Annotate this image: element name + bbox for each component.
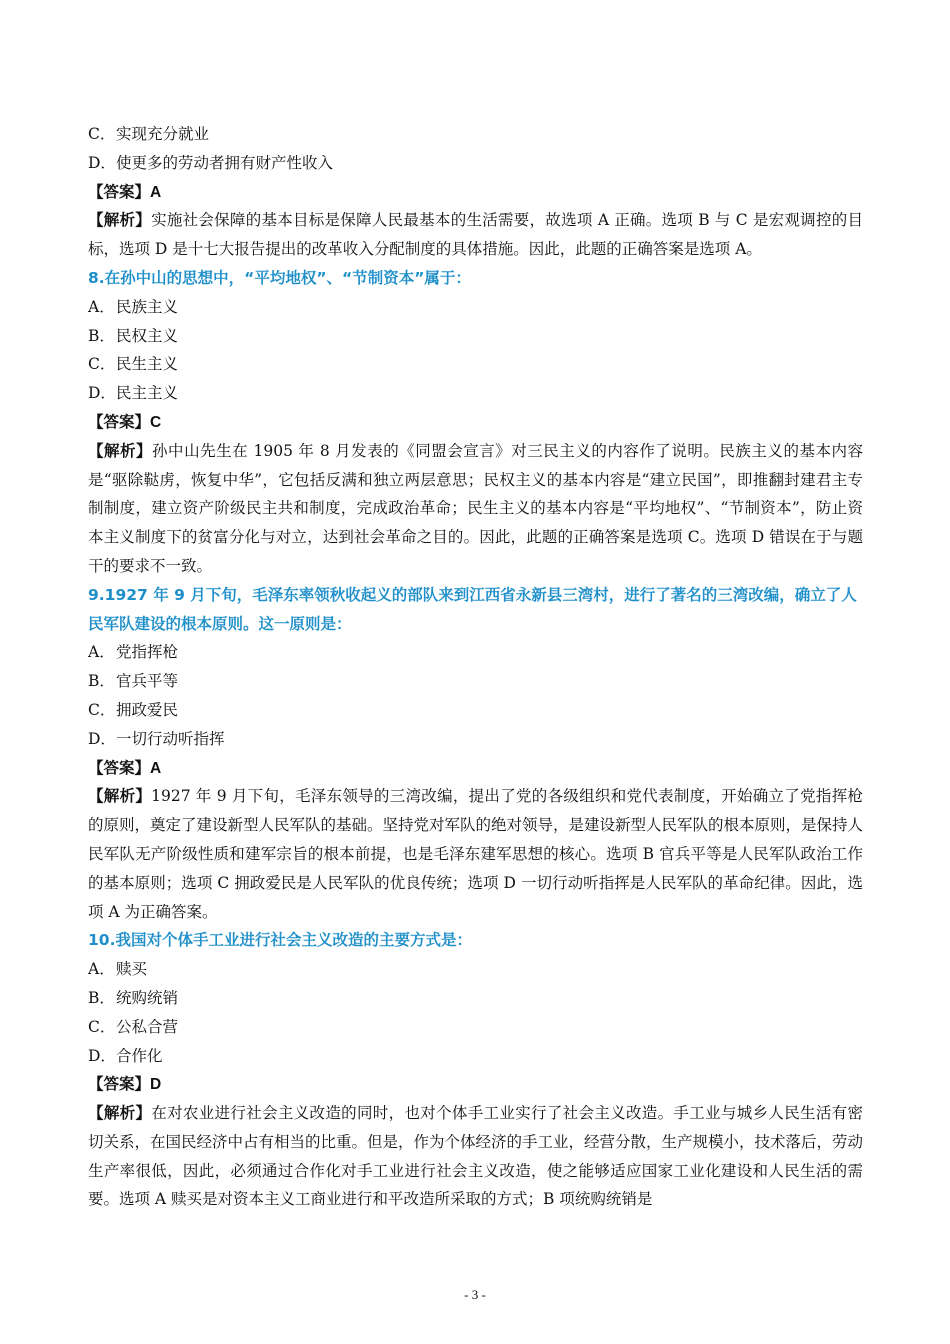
option-a: A．赎买 — [88, 960, 148, 979]
answer-line — [88, 1070, 863, 1099]
answer-line — [88, 178, 863, 207]
analysis-tag: 【解析】 — [88, 441, 153, 460]
option-d: D．使更多的劳动者拥有财产性收入 — [88, 153, 334, 172]
option-d: D．一切行动听指挥 — [88, 729, 225, 748]
document-page — [88, 120, 863, 1214]
option-b: B．民权主义 — [88, 326, 179, 345]
analysis-paragraph: 【解析】1927 年 9 月下旬，毛泽东领导的三湾改编，提出了党的各级组织和党代表制度，开始确立了党指挥枪的原则，奠定了建设新型人民军队的基础。坚持党对军队的绝对领导，是建设新型人民军队的根本原则，是保持人民军队无产阶级性质和建军宗旨的根本前提，也是毛泽东建军思想的核心。选项 B 官兵平等是人民军队政治工作的基本原则；选项 C 拥政爱民是人民军队的优良传统；选项 D 一切行动听指挥是人民军队的革命纪律。因此，选项 A 为正确答案。 — [88, 787, 864, 921]
analysis-paragraph: 【解析】孙中山先生在 1905 年 8 月发表的《同盟会宣言》对三民主义的内容作了说明。民族主义的基本内容是“驱除鞑虏，恢复中华”，它包括反满和独立两层意思；民权主义的基本内容是“建立民国”，即推翻封建君主专制制度，建立资产阶级民主共和制度，完成政治革命；民生主义的基本内容是“平均地权”、“节制资本”，防止资本主义制度下的贫富分化与对立，达到社会革命之目的。因此，此题的正确答案是选项 C。选项 D 错误在于与题干的要求不一致。 — [88, 441, 863, 575]
answer-tag: 【答案】 — [88, 412, 151, 431]
option-d: D．合作化 — [88, 1046, 163, 1065]
analysis-paragraph: 【解析】在对农业进行社会主义改造的同时，也对个体手工业实行了社会主义改造。手工业与城乡人民生活有密切关系，在国民经济中占有相当的比重。但是，作为个体经济的手工业，经营分散，生产规模小，技术落后，劳动生产率很低，因此，必须通过合作化对手工业进行社会主义改造，使之能够适应国家工业化建设和人民生活的需要。选项 A 赎买是对资本主义工商业进行和平改造所采取的方式；B 项统购统销是 — [88, 1104, 864, 1209]
answer-line — [88, 408, 863, 437]
analysis-tag: 【解析】 — [88, 787, 152, 806]
page-number: - 3 - — [464, 1287, 486, 1302]
answer-value: D — [150, 1076, 162, 1094]
analysis-tag: 【解析】 — [88, 211, 152, 230]
answer-tag: 【答案】 — [88, 1075, 151, 1094]
question-9-title: 9.1927 年 9 月下旬，毛泽东率领秋收起义的部队来到江西省永新县三湾村，进行了著名的三湾改编，确立了人民军队建设的根本原则。这一原则是： — [88, 585, 857, 633]
answer-tag: 【答案】 — [88, 758, 151, 777]
question-10-title: 10.我国对个体手工业进行社会主义改造的主要方式是： — [88, 931, 472, 950]
option-b: B．官兵平等 — [88, 672, 179, 691]
analysis-paragraph: 【解析】实施社会保障的基本目标是保障人民最基本的生活需要，故选项 A 正确。选项 B 与 C 是宏观调控的目标，选项 D 是十七大报告提出的改革收入分配制度的具体措施。因此，此题的正确答案是选项 A。 — [88, 211, 863, 259]
option-c: C．公私合营 — [88, 1017, 179, 1036]
question-8-title: 8.在孙中山的思想中，“平均地权”、“节制资本”属于： — [88, 268, 471, 287]
analysis-tag: 【解析】 — [88, 1104, 152, 1123]
answer-tag: 【答案】 — [88, 182, 151, 201]
answer-value: A — [150, 183, 162, 201]
option-d: D．民主主义 — [88, 384, 179, 403]
option-c: C．实现充分就业 — [88, 125, 210, 143]
answer-value: A — [150, 759, 162, 777]
option-a: A．党指挥枪 — [88, 643, 179, 662]
option-c: C．民生主义 — [88, 355, 179, 374]
option-b: B．统购统销 — [88, 988, 179, 1007]
option-c: C．拥政爱民 — [88, 700, 179, 719]
answer-line — [88, 754, 863, 783]
answer-value: C — [150, 413, 162, 431]
option-a: A．民族主义 — [88, 297, 179, 316]
